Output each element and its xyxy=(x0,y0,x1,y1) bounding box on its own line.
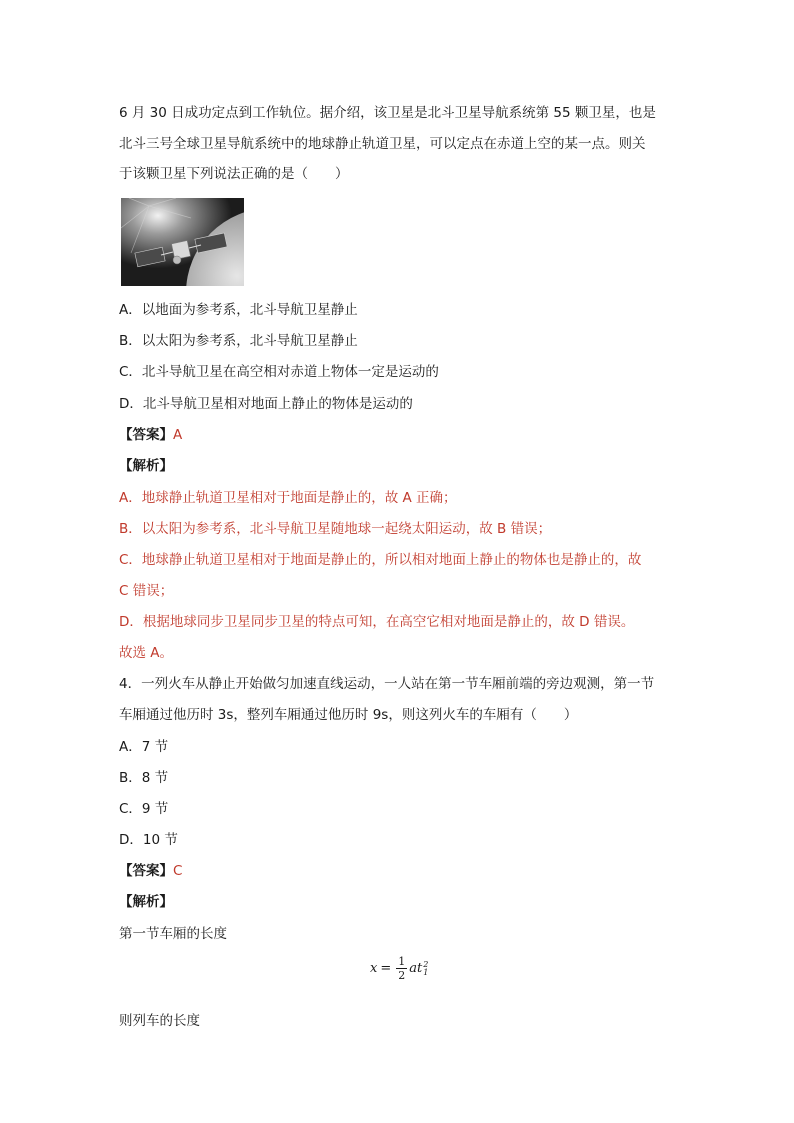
q3-analysis-c: C．地球静止轨道卫星相对于地面是静止的，所以相对地面上静止的物体也是静止的，故 xyxy=(119,552,642,568)
formula-scripts xyxy=(423,961,428,977)
q4-option-b: B．8 节 xyxy=(119,770,169,786)
q3-answer xyxy=(119,425,182,445)
q3-conclusion: 故选 A。 xyxy=(119,645,174,661)
q4-answer xyxy=(119,861,182,881)
formula-denominator: 2 xyxy=(398,969,406,982)
q3-analysis-d: D．根据地球同步卫星同步卫星的特点可知，在高空它相对地面是静止的，故 D 错误。 xyxy=(119,614,635,630)
q4-analysis-label: 【解析】 xyxy=(119,894,173,910)
q3-answer-value: A xyxy=(173,427,183,443)
q3-analysis-label: 【解析】 xyxy=(119,458,173,474)
q4-option-d: D．10 节 xyxy=(119,832,178,848)
q4-stem-line-1: 4．一列火车从静止开始做匀加速直线运动，一人站在第一节车厢前端的旁边观测，第一节 xyxy=(119,676,655,692)
q3-option-d: D．北斗导航卫星相对地面上静止的物体是运动的 xyxy=(119,396,413,412)
q4-analysis-text-1: 第一节车厢的长度 xyxy=(119,926,227,942)
formula-fraction xyxy=(396,955,407,982)
q3-stem-line-2: 北斗三号全球卫星导航系统中的地球静止轨道卫星，可以定点在赤道上空的某一点。则关 xyxy=(119,136,646,152)
q4-option-a: A．7 节 xyxy=(119,739,169,755)
formula-var: at xyxy=(409,961,423,976)
formula-sup: 2 xyxy=(423,959,429,969)
satellite-icon xyxy=(121,198,244,286)
q3-option-c: C．北斗导航卫星在高空相对赤道上物体一定是运动的 xyxy=(119,364,439,380)
formula-sub: 1 xyxy=(423,967,429,977)
formula-numerator: 1 xyxy=(398,955,406,968)
q3-answer-label: 【答案】 xyxy=(119,427,173,443)
q4-option-c: C．9 节 xyxy=(119,801,169,817)
formula-lhs: x xyxy=(370,961,378,976)
q3-stem-line-3: 于该颗卫星下列说法正确的是（ ） xyxy=(119,166,349,182)
q4-answer-label: 【答案】 xyxy=(119,863,173,879)
satellite-image xyxy=(121,198,244,286)
formula-equals: = xyxy=(380,961,392,976)
q4-stem-line-2: 车厢通过他历时 3s，整列车厢通过他历时 9s，则这列火车的车厢有（ ） xyxy=(119,707,578,723)
q3-analysis-a: A．地球静止轨道卫星相对于地面是静止的，故 A 正确； xyxy=(119,490,457,506)
q3-analysis-b: B．以太阳为参考系，北斗导航卫星随地球一起绕太阳运动，故 B 错误； xyxy=(119,521,552,537)
q3-option-a: A．以地面为参考系，北斗导航卫星静止 xyxy=(119,302,358,318)
q3-analysis-c-cont: C 错误； xyxy=(119,583,174,599)
q3-stem-line-1: 6 月 30 日成功定点到工作轨位。据介绍，该卫星是北斗卫星导航系统第 55 颗卫星，也是 xyxy=(119,105,656,121)
q4-formula xyxy=(370,955,428,982)
q3-option-b: B．以太阳为参考系，北斗导航卫星静止 xyxy=(119,333,358,349)
q4-analysis-text-2: 则列车的长度 xyxy=(119,1013,200,1029)
q4-answer-value: C xyxy=(173,863,183,879)
